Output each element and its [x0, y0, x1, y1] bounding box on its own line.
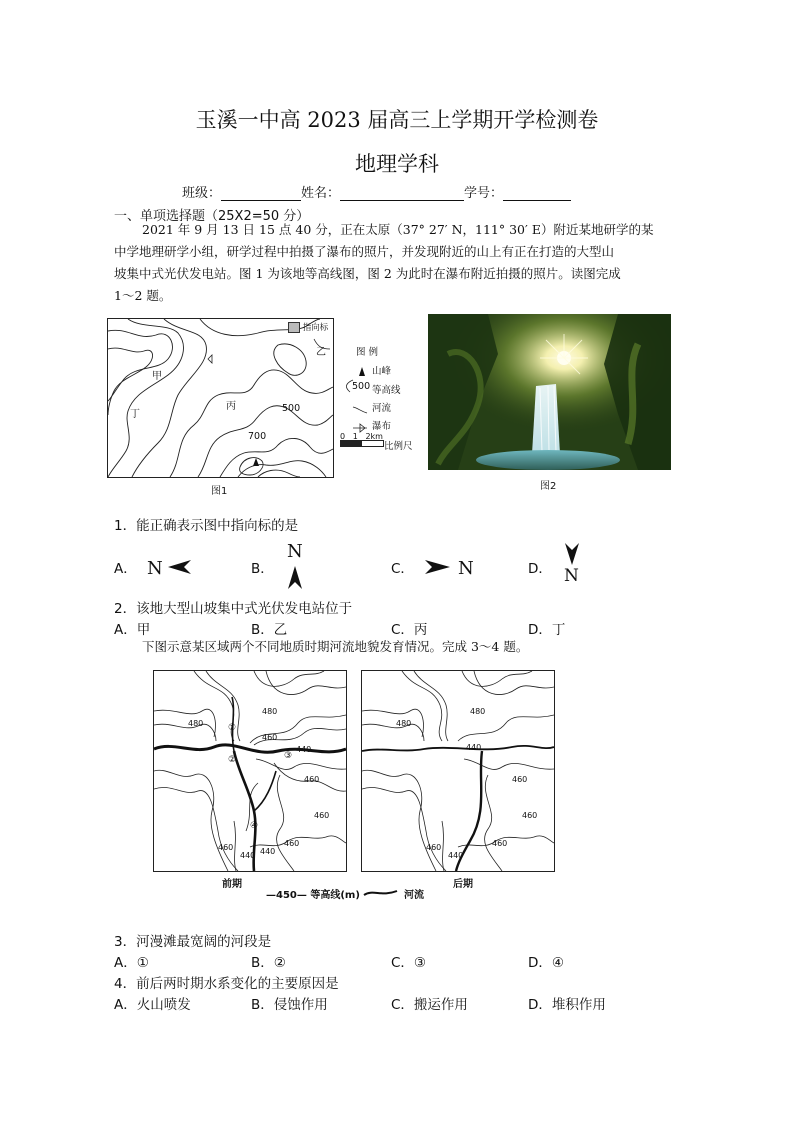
q3-4-intro: 下图示意某区域两个不同地质时期河流地貌发育情况。完成 3～4 题。: [142, 639, 529, 654]
contour-value-500: 500: [282, 403, 301, 414]
compass-arrow-d-icon: [564, 542, 580, 566]
compass-label-box: [288, 321, 332, 335]
north-letter-c: N: [458, 558, 474, 579]
compass-arrow-a-icon: [167, 559, 193, 575]
q4-option-d[interactable]: D．堆积作用: [528, 997, 606, 1013]
q4-option-c[interactable]: C．搬运作用: [391, 997, 468, 1013]
late-contours: [362, 671, 554, 871]
q1-option-c-compass[interactable]: [424, 556, 476, 580]
late-label-480a: 480: [396, 719, 412, 728]
id-label: 学号：: [464, 186, 504, 201]
marker-4: ④: [250, 821, 259, 831]
student-info-row: [182, 182, 571, 201]
late-label-460d: 460: [492, 839, 508, 848]
legend-river: 河流: [372, 403, 392, 414]
section-intro-2: 中学地理研学小组，研学过程中拍摄了瀑布的照片，并发现附近的山上有正在打造的大型山: [114, 244, 615, 259]
label-yi: 乙: [316, 347, 326, 358]
q2-option-b[interactable]: B．乙: [251, 622, 288, 638]
figure3-late-panel: [361, 670, 555, 872]
q3-option-c[interactable]: C．③: [391, 955, 427, 971]
figure2-caption: 图2: [540, 481, 557, 492]
section-intro-4: 1～2 题。: [114, 288, 172, 303]
figure3-legend-river: 河流: [404, 890, 424, 901]
peak-symbol: [253, 458, 259, 466]
early-label-460b: 460: [304, 775, 320, 784]
scale-bar: [340, 440, 384, 447]
q3-stem: 3．河漫滩最宽阔的河段是: [114, 934, 272, 950]
legend-peak: 山峰: [372, 366, 392, 377]
marker-1: ①: [228, 723, 237, 733]
marker-3: ③: [284, 751, 293, 761]
q3-option-d[interactable]: D．④: [528, 955, 564, 971]
contour-lines: [108, 319, 333, 477]
q4-stem: 4．前后两时期水系变化的主要原因是: [114, 976, 339, 992]
late-label-460a: 460: [512, 775, 528, 784]
late-label-480b: 480: [470, 707, 486, 716]
q1-stem: 1．能正确表示图中指向标的是: [114, 518, 299, 534]
q4-option-a[interactable]: A．火山喷发: [114, 997, 191, 1013]
early-label-440a: 440: [296, 745, 312, 754]
label-jia: 甲: [152, 371, 162, 382]
section-intro-1: 2021 年 9 月 13 日 15 点 40 分，正在太原（37° 27′ N，111° 30′ E）附近某地研学的某: [142, 222, 654, 237]
class-label: 班级：: [182, 186, 222, 201]
compass-arrow-c-icon: [424, 559, 452, 575]
name-field[interactable]: [340, 186, 464, 201]
q1-option-a-label[interactable]: A．: [114, 561, 137, 577]
q1-option-b-compass[interactable]: [284, 541, 306, 591]
river-legend-icon: [363, 884, 399, 903]
q2-option-a[interactable]: A．甲: [114, 622, 151, 638]
figure1-legend: [340, 344, 420, 454]
q1-option-b-label[interactable]: B．: [251, 561, 274, 577]
legend-scale: 比例尺: [384, 441, 413, 452]
figure3-right-caption: 后期: [453, 879, 473, 890]
q1-option-a-compass[interactable]: [147, 556, 195, 580]
label-ding: 丁: [130, 409, 140, 420]
early-label-460d: 460: [218, 843, 234, 852]
legend-waterfall: 瀑布: [372, 421, 392, 432]
figure1-caption: 图1: [211, 486, 228, 497]
marker-2: ②: [228, 755, 237, 765]
figure3-legend-contour: —450— 等高线(m): [266, 890, 360, 901]
river-icon: [352, 400, 368, 419]
early-label-480b: 480: [262, 707, 278, 716]
q1-option-c-label[interactable]: C．: [391, 561, 414, 577]
section-heading: 一、单项选择题（25X2=50 分）: [114, 209, 310, 224]
q2-option-d[interactable]: D．丁: [528, 622, 566, 638]
id-field[interactable]: [503, 186, 571, 201]
north-letter-d: N: [564, 566, 579, 586]
peak-icon: [358, 362, 366, 381]
q2-stem: 2．该地大型山坡集中式光伏发电站位于: [114, 601, 353, 617]
scale-ticks: 0 1 2km: [340, 432, 383, 441]
exam-title: 玉溪一中高 2023 届高三上学期开学检测卷: [195, 108, 599, 132]
section-intro-3: 坡集中式光伏发电站。图 1 为该地等高线图，图 2 为此时在瀑布附近拍摄的照片。读图完成: [114, 266, 621, 281]
early-label-460c: 460: [314, 811, 330, 820]
figure3-early-panel: [153, 670, 347, 872]
early-label-460e: 460: [284, 839, 300, 848]
name-label: 姓名：: [301, 186, 341, 201]
legend-contour: 等高线: [372, 385, 401, 396]
contour-value-700: 700: [248, 431, 267, 442]
q1-option-d-compass[interactable]: [562, 542, 584, 590]
north-letter-a: N: [147, 558, 163, 579]
late-label-460b: 460: [522, 811, 538, 820]
early-contours: [154, 671, 346, 871]
figure2-waterfall-photo: [428, 314, 671, 470]
compass-label: 指向标: [302, 323, 329, 333]
label-bing: 丙: [226, 401, 236, 412]
class-field[interactable]: [221, 186, 301, 201]
figure1-contour-map: [107, 318, 334, 478]
waterfall-image: [428, 314, 671, 470]
q3-option-a[interactable]: A．①: [114, 955, 149, 971]
compass-arrow-b-icon: [287, 565, 303, 591]
q1-option-d-label[interactable]: D．: [528, 561, 552, 577]
q2-option-c[interactable]: C．丙: [391, 622, 428, 638]
q4-option-b[interactable]: B．侵蚀作用: [251, 997, 328, 1013]
legend-title: 图 例: [356, 347, 379, 358]
subject-title: 地理学科: [355, 152, 439, 176]
q3-option-b[interactable]: B．②: [251, 955, 286, 971]
late-label-460c: 460: [426, 843, 442, 852]
late-label-440a: 440: [466, 743, 482, 752]
early-label-440b: 440: [260, 847, 276, 856]
late-label-440b: 440: [448, 851, 464, 860]
legend-contour-value: 500: [352, 381, 371, 392]
north-letter-b: N: [287, 541, 303, 562]
early-label-440c: 440: [240, 851, 256, 860]
figure3-left-caption: 前期: [222, 879, 242, 890]
early-label-480a: 480: [188, 719, 204, 728]
early-label-460a: 460: [262, 733, 278, 742]
